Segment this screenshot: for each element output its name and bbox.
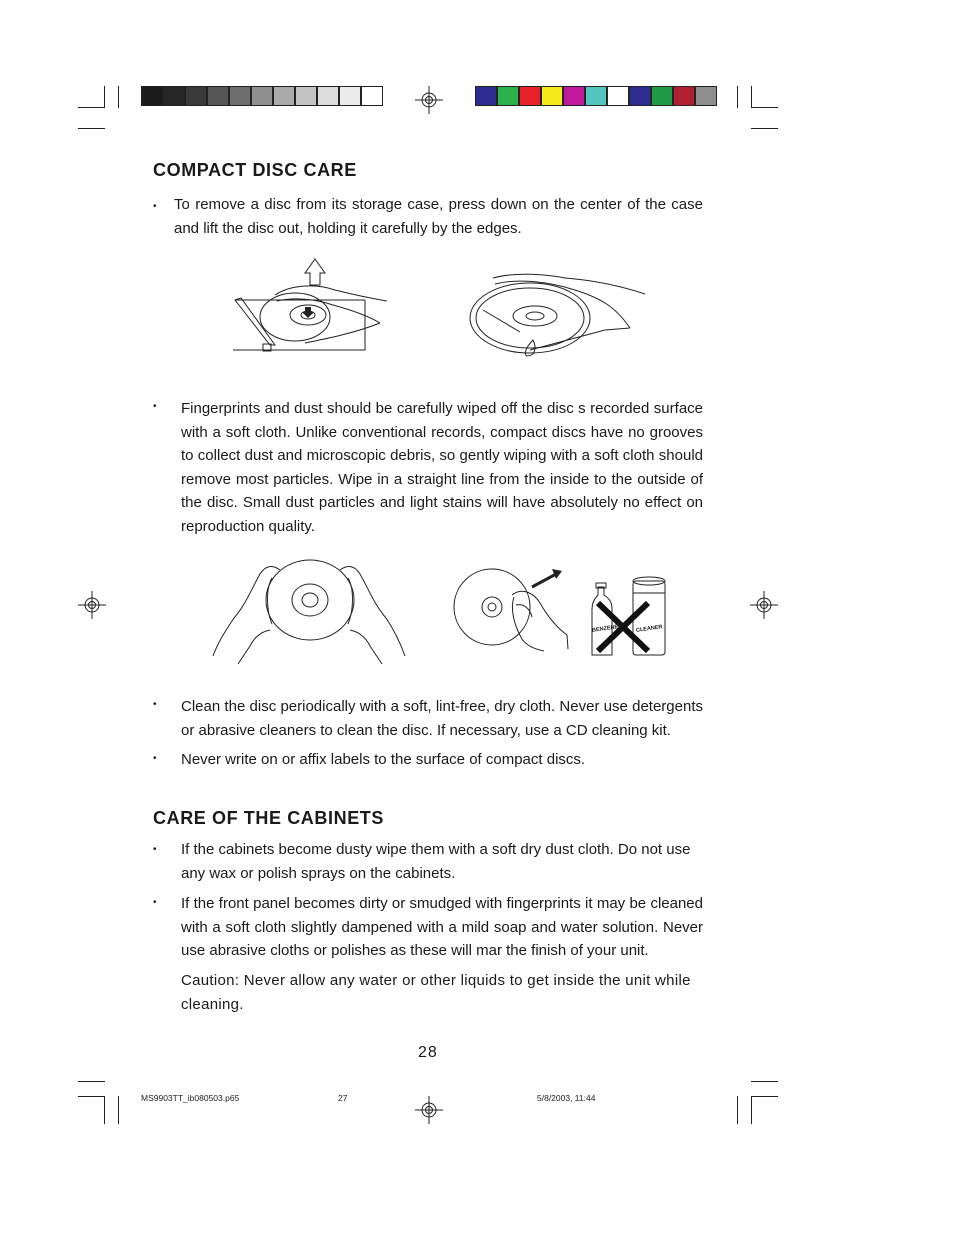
color-swatch (207, 86, 229, 106)
bullet-icon: • (153, 201, 157, 212)
crop-mark (118, 86, 119, 108)
color-swatch (163, 86, 185, 106)
bullet-text-dusty-cabinets: If the cabinets become dusty wipe them with a soft dry dust cloth. Do not use any wax or polish sprays on the cabinets. (181, 841, 691, 882)
crop-mark (737, 1096, 738, 1124)
color-swatch (317, 86, 339, 106)
bullet-icon: • (153, 897, 157, 908)
color-swatch (141, 86, 163, 106)
crop-mark (104, 1096, 105, 1124)
crop-mark (78, 1096, 105, 1097)
registration-target-icon (415, 1096, 443, 1124)
color-swatch (563, 86, 585, 106)
bullet-icon: • (153, 844, 157, 855)
color-swatch (361, 86, 383, 106)
bullet-text-remove-disc: To remove a disc from its storage case, press down on the center of the case and lift the disc out, holding it carefully by the edges. (174, 196, 703, 237)
page-number: 28 (418, 1044, 438, 1061)
footer-file-name: MS9903TT_ib080503.p65 (141, 1093, 240, 1103)
wipe-disc-outward-illustration (452, 565, 570, 665)
two-hands-holding-disc-illustration (210, 560, 410, 665)
registration-target-icon (415, 86, 443, 114)
registration-target-icon (78, 591, 106, 619)
color-swatch (541, 86, 563, 106)
bullet-text-clean-periodically: Clean the disc periodically with a soft, lint-free, dry cloth. Never use detergents or abrasive cleaners to clean the disc. If necessary, use a CD cleaning kit. (181, 698, 703, 739)
crop-mark (751, 1081, 778, 1082)
registration-target-icon (750, 591, 778, 619)
crop-mark (118, 1096, 119, 1124)
color-swatch (497, 86, 519, 106)
crop-mark (78, 1081, 105, 1082)
color-swatch (185, 86, 207, 106)
hold-disc-by-edges-illustration (465, 270, 650, 360)
bullet-icon: • (153, 699, 157, 710)
color-swatch (339, 86, 361, 106)
crop-mark (751, 128, 778, 129)
color-swatch (273, 86, 295, 106)
remove-disc-from-case-illustration (215, 255, 395, 355)
color-swatch (475, 86, 497, 106)
cleaner-label: CLEANER (635, 624, 663, 634)
color-swatch (585, 86, 607, 106)
footer-page: 27 (338, 1093, 348, 1103)
color-swatch (229, 86, 251, 106)
color-swatch (651, 86, 673, 106)
crop-mark (78, 128, 105, 129)
color-swatch (251, 86, 273, 106)
bullet-text-never-write: Never write on or affix labels to the surface of compact discs. (181, 751, 586, 768)
color-swatch (519, 86, 541, 106)
color-swatch (629, 86, 651, 106)
benzene-label: BENZENE (591, 624, 619, 634)
crop-mark (78, 107, 105, 108)
color-swatch (695, 86, 717, 106)
crop-mark (737, 86, 738, 108)
color-swatch (607, 86, 629, 106)
crop-mark (751, 1096, 752, 1124)
crop-mark (104, 86, 105, 108)
color-swatch (673, 86, 695, 106)
section-heading-compact-disc-care: COMPACT DISC CARE (153, 160, 357, 180)
crop-mark (751, 86, 752, 108)
caution-note: Caution: Never allow any water or other liquids to get inside the unit while cleaning. (181, 972, 691, 1013)
bullet-text-front-panel: If the front panel becomes dirty or smudged with fingerprints it may be cleaned with a soft cloth slightly dampened with a mild soap and water solution. Never use abrasive cloths or polishes as these will mar the finish of your unit. (181, 895, 703, 959)
crop-mark (751, 1096, 778, 1097)
bullet-icon: • (153, 401, 157, 412)
bullet-text-fingerprints-dust: Fingerprints and dust should be carefully wiped off the disc s recorded surface with a soft cloth. Unlike conventional records, compact discs have no grooves to collect dust and microscopic debris, so gently wiping with a soft cloth should remove most particles. Wipe in a straight line from the inside to the outside of the disc. Small dust particles and light stains will have absolutely no effect on reproduction quality. (181, 400, 703, 535)
no-chemical-cleaners-icon (588, 575, 668, 660)
crop-mark (751, 107, 778, 108)
bullet-icon: • (153, 753, 157, 764)
section-heading-care-of-cabinets: CARE OF THE CABINETS (153, 808, 385, 828)
footer-date: 5/8/2003, 11:44 (537, 1093, 596, 1103)
color-swatch (295, 86, 317, 106)
